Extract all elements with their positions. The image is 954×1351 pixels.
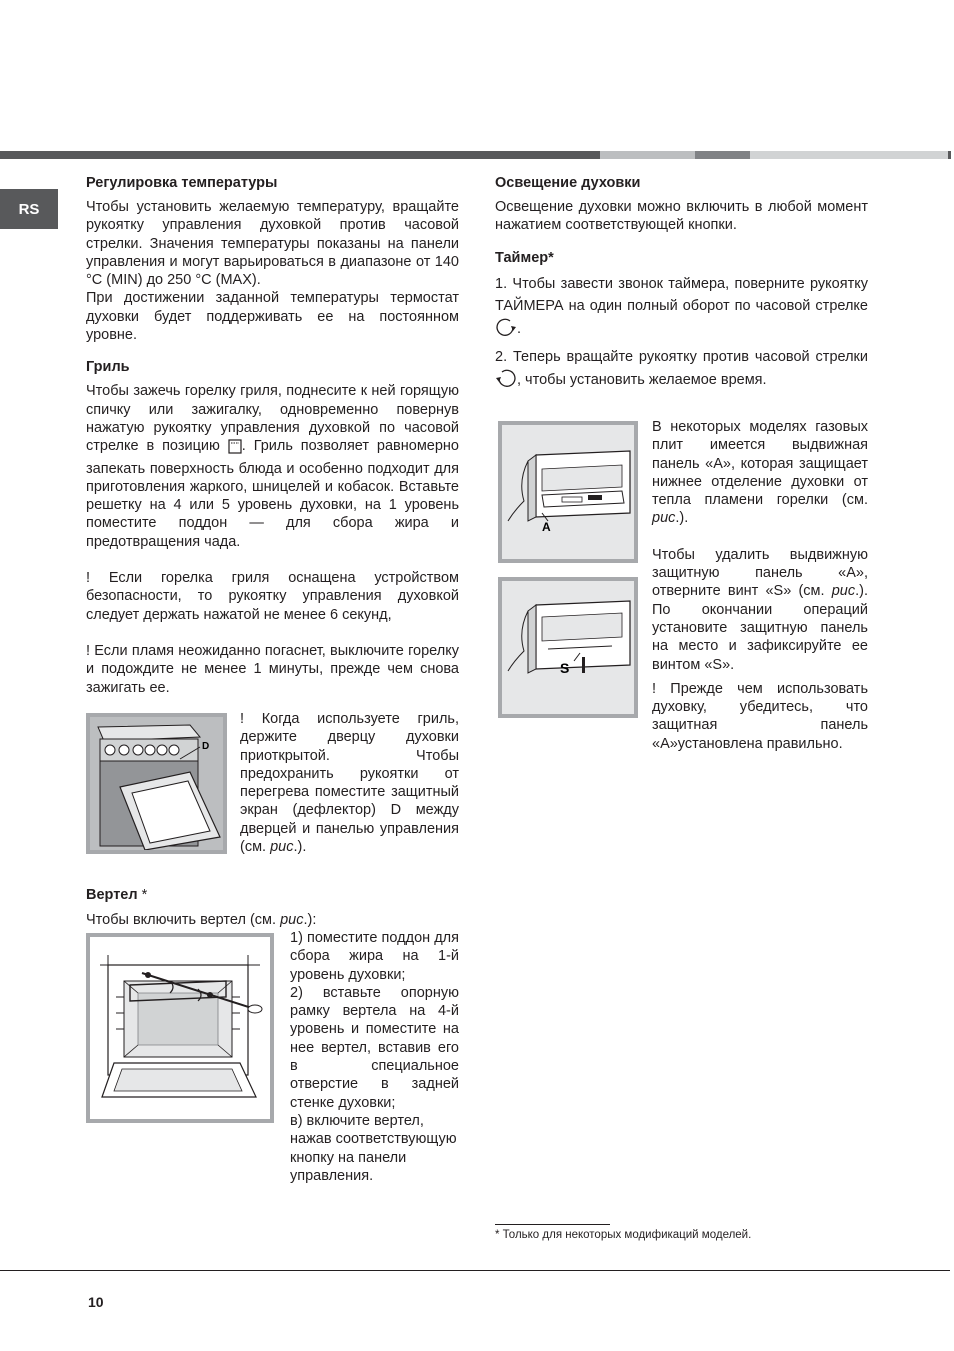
panel-p2-ref: рис xyxy=(831,583,856,600)
timer-heading: Таймер* xyxy=(495,249,554,266)
grill-symbol-icon xyxy=(228,439,242,459)
screw-s-figure xyxy=(498,577,638,718)
grill-text-b: . Гриль позволяет равномерно запекать поверхность блюда и особенно подходит для приготовления жаркого, шницелей и кобасок. Вставьте решетку на 4 или 5 уровень духовки, на 1 уровень поместите поддон — для сбора жира и предотвращения чада. xyxy=(86,438,459,550)
grill-warning-1: ! Если горелка гриля оснащена устройством безопасности, то рукоятку управления духовкой следует держать нажатой не менее 6 секунд, xyxy=(86,570,459,623)
screw-label-s: S xyxy=(560,660,570,676)
grill-warning-2: ! Если пламя неожиданно погаснет, выключите горелку и подождите не менее 1 минуты, прежде чем снова зажигать ее. xyxy=(86,642,459,696)
spit-figure xyxy=(86,933,274,1123)
panel-text-column xyxy=(652,418,868,753)
left-column xyxy=(86,174,459,697)
rotisserie-illustration xyxy=(90,937,270,1119)
timer-step-1-text: 1. Чтобы завести звонок таймера, поверните рукоятку ТАЙМЕРА на один полный оборот по часовой стрелке xyxy=(495,275,868,314)
header-bar-dark xyxy=(0,151,600,159)
screw-s-illustration xyxy=(502,581,634,714)
panel-a-figure xyxy=(498,421,638,563)
clockwise-arrow-icon xyxy=(495,317,517,344)
oven-door-open-illustration xyxy=(90,717,223,850)
oven-light-paragraph: Освещение духовки можно включить в любой момент нажатием соответствующей кнопки. xyxy=(495,199,868,234)
timer-step-2 xyxy=(495,346,868,395)
spit-heading xyxy=(86,886,147,904)
footnote: * Только для некоторых модификаций моделей. xyxy=(495,1229,752,1241)
panel-p1-text: В некоторых моделях газовых плит имеется выдвижная панель «А», которая защищает нижнее отделение духовки от тепла пламени горелки (см. xyxy=(652,419,868,509)
deflector-label-d: D xyxy=(202,741,210,752)
spit-step-1: 1) поместите поддон для сбора жира на 1-й уровень духовки; xyxy=(290,930,459,983)
spit-star: * xyxy=(137,887,148,903)
grill-deflector-figure xyxy=(86,713,227,854)
footnote-rule xyxy=(495,1224,610,1225)
grill-paragraph xyxy=(86,382,459,551)
timer-step-1 xyxy=(495,273,868,344)
grill-note-text: ! Когда используете гриль, держите дверцу духовки приоткрытой. Чтобы предохранить рукоятки от перегрева поместите защитный экран (дефлектор) D между дверцей и панелью управления (см. xyxy=(240,711,459,856)
counterclockwise-arrow-icon xyxy=(495,368,517,395)
spit-intro-end: .): xyxy=(303,912,317,928)
spit-intro xyxy=(86,911,459,929)
grill-text-a: Чтобы зажечь горелку гриля, поднесите к ней горящую спичку или зажигалку, одновременно повернув нажатую рукоятку управления духовкой по часовой стрелке в позицию xyxy=(86,383,459,455)
drawer-panel-a-illustration xyxy=(502,425,634,559)
grill-note-ref: рис xyxy=(270,839,294,856)
panel-label-a: A xyxy=(542,520,551,534)
footer-rule xyxy=(0,1270,950,1271)
grill-note-end: .). xyxy=(293,839,307,856)
panel-p1-ref: рис xyxy=(652,510,676,527)
oven-light-heading: Освещение духовки xyxy=(495,175,641,191)
spit-title: Вертел xyxy=(86,887,138,903)
spit-intro-text: Чтобы включить вертел (см. xyxy=(86,912,281,928)
header-bar-mid xyxy=(695,151,750,159)
temperature-paragraph-1: Чтобы установить желаемую температуру, вращайте рукоятку управления духовкой против часовой стрелки. Значения температуры показаны на панели управления и могут варьироваться в диапазоне от 140 °С (MIN) до 250 °С (MAX). xyxy=(86,199,459,289)
timer-step-2-text: 2. Теперь вращайте рукоятку против часовой стрелки xyxy=(495,348,868,365)
panel-p1-end: .). xyxy=(675,510,689,527)
spit-intro-ref: рис xyxy=(280,912,304,928)
right-column xyxy=(495,174,868,395)
spit-steps xyxy=(290,929,459,1185)
timer-step-1-end: . xyxy=(517,320,522,337)
panel-warning: ! Прежде чем использовать духовку, убедитесь, что защитная панель «А»установлена правильно. xyxy=(652,680,868,752)
header-bar-light xyxy=(600,151,695,159)
panel-paragraph-1 xyxy=(652,418,868,528)
panel-p2-end: .). По окончании операций установите защитную панель на место и зафиксируйте ее винтом «S». xyxy=(652,583,868,673)
language-tab: RS xyxy=(0,189,58,229)
panel-paragraph-2 xyxy=(652,546,868,674)
panel-p2-text: Чтобы удалить выдвижную защитную панель «А», отверните винт «S» (см. xyxy=(652,546,868,600)
header-bar-light-2 xyxy=(750,151,948,159)
spit-step-3: в) включите вертел, нажав соответствующую кнопку на панели управления. xyxy=(290,1112,457,1184)
temperature-heading: Регулировка температуры xyxy=(86,175,278,191)
page-number: 10 xyxy=(88,1294,104,1310)
spit-step-2: 2) вставьте опорную рамку вертела на 4-й уровень и поместите на нее вертел, вставив его в специальное отверстие в задней стенке духовки; xyxy=(290,984,459,1111)
temperature-paragraph-2: При достижении заданной температуры термостат духовки будет поддерживать ее на постоянном уровне. xyxy=(86,290,459,344)
header-bar-end xyxy=(948,151,951,159)
timer-step-2-end: , чтобы установить желаемое время. xyxy=(517,371,767,388)
grill-heading: Гриль xyxy=(86,359,130,376)
grill-door-note xyxy=(240,710,459,856)
